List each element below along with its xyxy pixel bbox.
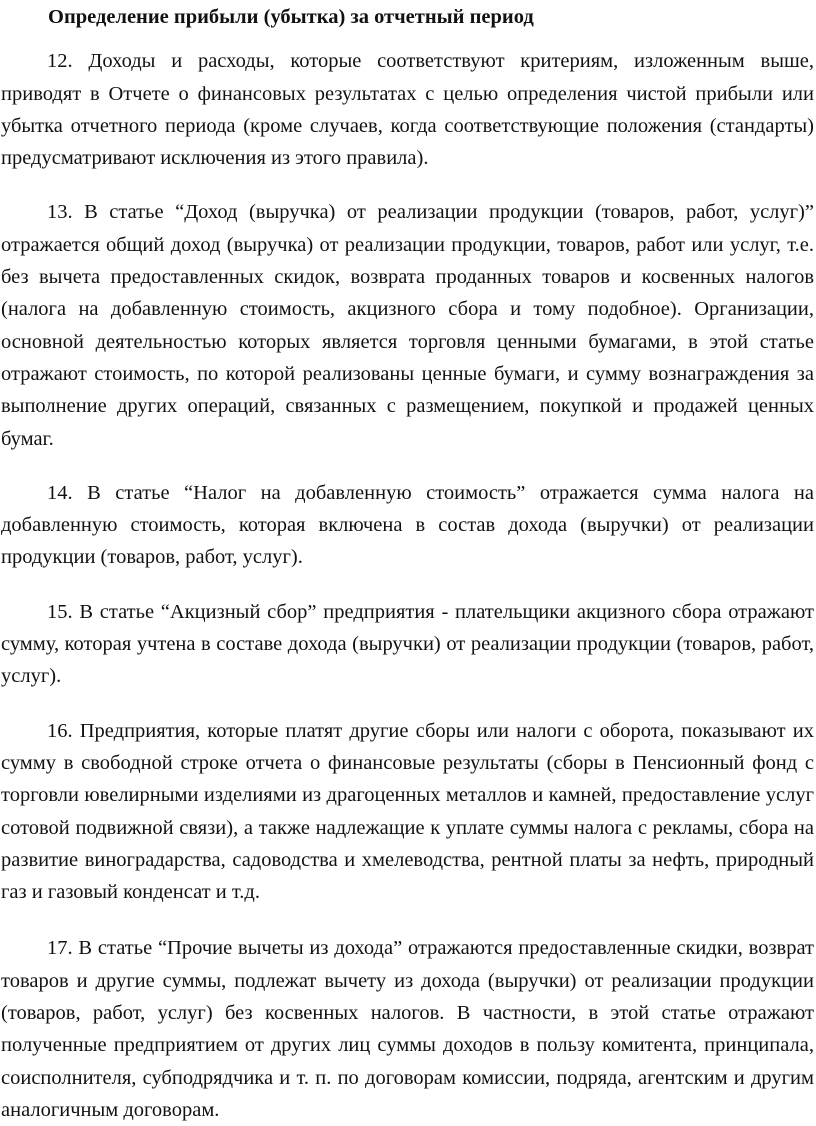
paragraph-13: 13. В статье “Доход (выручка) от реализации продукции (товаров, работ, услуг)” отражается общий доход (выручка) от реализации продукции, товаров, работ или услуг, т.е. без вычета предоставленных скидок, возврата проданных товаров и косвенных налогов (налога на добавленную стоимость, акцизного сбора и тому подобное). Организации, основной деятельностью которых является торговля ценными бумагами, в этой статье отражают стоимость, по которой реализованы ценные бумаги, и сумму вознаграждения за выполнение других операций, связанных с размещением, покупкой и продажей ценных бумаг. [1, 201, 814, 450]
paragraph-15: 15. В статье “Акцизный сбор” предприятия - плательщики акцизного сбора отражают сумму, которая учтена в составе дохода (выручки) от реализации продукции (товаров, работ, услуг). [1, 600, 814, 688]
section-heading: Определение прибыли (убытка) за отчетный период [48, 6, 534, 28]
paragraph-16: 16. Предприятия, которые платят другие сборы или налоги с оборота, показывают их сумму в свободной строке отчета о финансовые результаты (сборы в Пенсионный фонд с торговли ювелирными изделиями из драгоценных металлов и камней, предоставление услуг сотовой подвижной связи), а также надлежащие к уплате суммы налога с рекламы, сбора на развитие виноградарства, садоводства и хмелеводства, рентной платы за нефть, природный газ и газовый конденсат и т.д. [1, 719, 814, 904]
paragraph-12: 12. Доходы и расходы, которые соответствуют критериям, изложенным выше, приводят в Отчете о финансовых результатах с целью определения чистой прибыли или убытка отчетного периода (кроме случаев, когда соответствующие положения (стандарты) предусматривают исключения из этого правила). [1, 50, 814, 170]
paragraph-14: 14. В статье “Налог на добавленную стоимость” отражается сумма налога на добавленную стоимость, которая включена в состав дохода (выручки) от реализации продукции (товаров, работ, услуг). [1, 481, 814, 569]
paragraph-17: 17. В статье “Прочие вычеты из дохода” отражаются предоставленные скидки, возврат товаров и другие суммы, подлежат вычету из дохода (выручки) от реализации продукции (товаров, работ, услуг) без косвенных налогов. В частности, в этой статье отражают полученные предприятием от других лиц суммы доходов в пользу комитента, принципала, соисполнителя, субподрядчика и т. п. по договорам комиссии, подряда, агентским и другим аналогичным договорам. [1, 937, 814, 1121]
